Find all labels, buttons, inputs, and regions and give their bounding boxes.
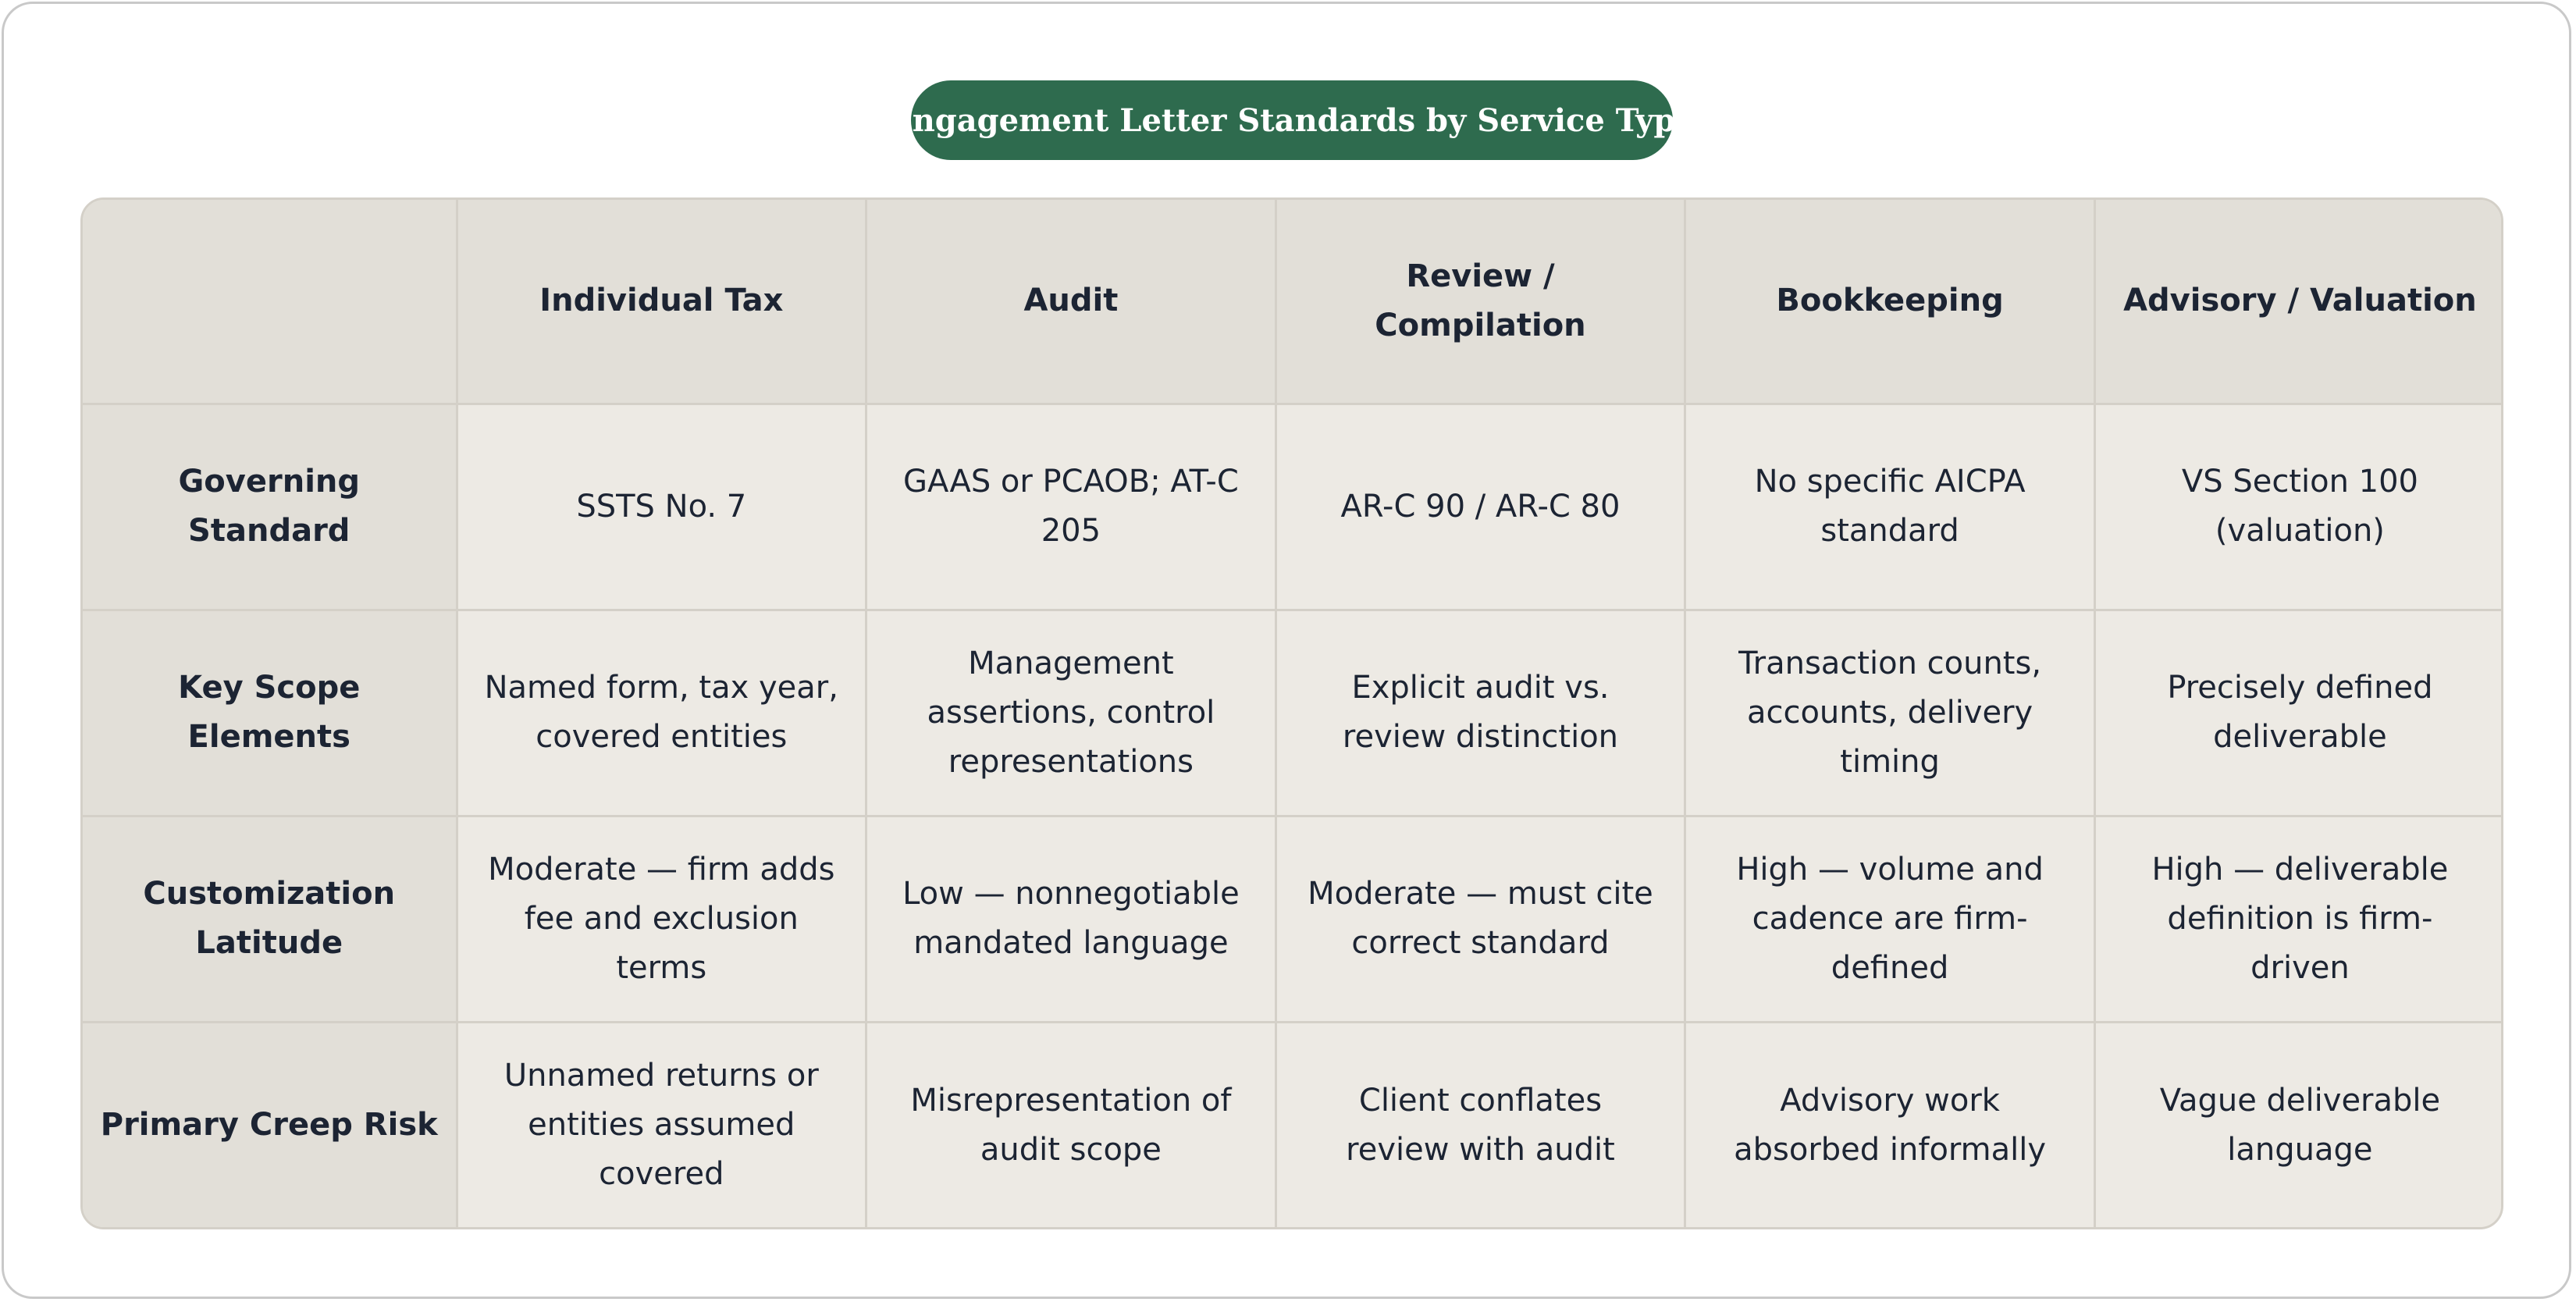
standards-table: [80, 197, 2503, 1229]
table-cell: High — volume and cadence are firm-defined: [1685, 816, 2095, 1022]
table-cell: Vague deliverable language: [2094, 1022, 2503, 1228]
column-header-review-compilation: Review / Compilation: [1276, 200, 1685, 404]
table-row-key-scope-elements: [83, 610, 2503, 816]
column-header-advisory-valuation: Advisory / Valuation: [2094, 200, 2503, 404]
table-cell: Management assertions, control representations: [866, 610, 1276, 816]
table-cell: Low — nonnegotiable mandated language: [866, 816, 1276, 1022]
table-cell: No specific AICPA standard: [1685, 404, 2095, 610]
row-header: Governing Standard: [83, 404, 457, 610]
table-cell: Precisely defined deliverable: [2094, 610, 2503, 816]
table-cell: GAAS or PCAOB; AT-C 205: [866, 404, 1276, 610]
table-cell: VS Section 100 (valuation): [2094, 404, 2503, 610]
standards-grid: [83, 200, 2503, 1228]
column-header-audit: Audit: [866, 200, 1276, 404]
table-cell: Named form, tax year, covered entities: [457, 610, 866, 816]
table-cell: Unnamed returns or entities assumed covered: [457, 1022, 866, 1228]
header-corner: [83, 200, 457, 404]
table-cell: Advisory work absorbed informally: [1685, 1022, 2095, 1228]
row-header: Primary Creep Risk: [83, 1022, 457, 1228]
table-row-governing-standard: [83, 404, 2503, 610]
table-cell: Misrepresentation of audit scope: [866, 1022, 1276, 1228]
table-title: Engagement Letter Standards by Service Type: [911, 80, 1673, 160]
table-cell: SSTS No. 7: [457, 404, 866, 610]
row-header: Key Scope Elements: [83, 610, 457, 816]
table-cell: Transaction counts, accounts, delivery timing: [1685, 610, 2095, 816]
column-header-bookkeeping: Bookkeeping: [1685, 200, 2095, 404]
table-cell: High — deliverable definition is firm-driven: [2094, 816, 2503, 1022]
table-cell: Explicit audit vs. review distinction: [1276, 610, 1685, 816]
row-header: Customization Latitude: [83, 816, 457, 1022]
table-cell: Moderate — firm adds fee and exclusion terms: [457, 816, 866, 1022]
table-cell: AR-C 90 / AR-C 80: [1276, 404, 1685, 610]
table-row-customization-latitude: [83, 816, 2503, 1022]
header-row: [83, 200, 2503, 404]
table-cell: Moderate — must cite correct standard: [1276, 816, 1685, 1022]
column-header-individual-tax: Individual Tax: [457, 200, 866, 404]
card-frame: [2, 2, 2571, 1299]
table-cell: Client conflates review with audit: [1276, 1022, 1685, 1228]
table-row-primary-creep-risk: [83, 1022, 2503, 1228]
